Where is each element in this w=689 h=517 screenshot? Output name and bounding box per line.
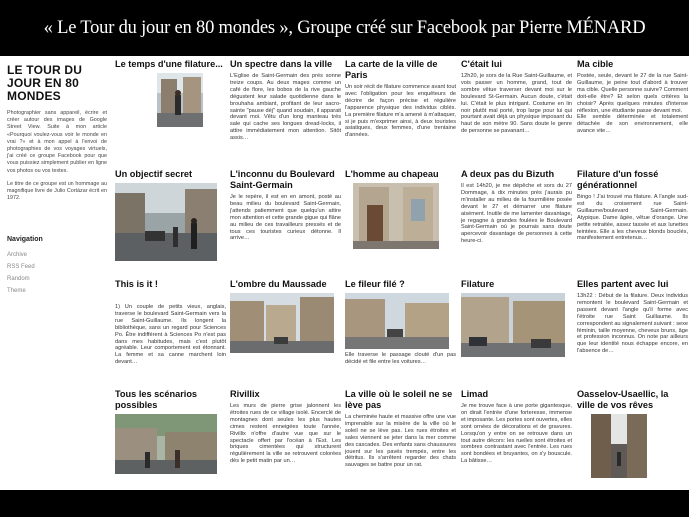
post-excerpt: La cheminée haute et massive offre une vue imprenable sur la misère de la ville où le soleil ne se lève pas. Les rues étroites et sales viennent se jeter dans la mer comme des cascades. Des enfants sans chaussures jouent sur les pavés trempés, entre les détritus. Ils s'arrêtent regarder des chats sauvages se battre pour un rat. — [345, 414, 456, 469]
sidebar-intro: Photographier sans appareil, écrire et créer autour des images de Google Street View. Suite à mon article «Pourquoi voulez-vous voir le monde en vrai ?» et à mon appel à l'envoi de photographies de vos voyages virtuels, j'ai créé ce groupe Facebook pour que vous puissiez simplement publier en ligne vos photos ou vos textes. — [7, 110, 107, 174]
post-excerpt: Les murs de pierre grise jalonnent les étroites rues de ce village isolé. Encerclé de montagnes dont seules les plus hautes cimes restent enneigées toute l'année, Rivillix n'offre d'autre vue que sur le spectacle offert par l'océan à l'Est. Les briques cimentées qui structurent régulièrement la ville se retrouvent colorées dès le petit matin par un… — [230, 403, 341, 465]
post-card[interactable] — [577, 389, 688, 490]
post-title[interactable]: Un spectre dans la ville — [230, 59, 333, 69]
post-title[interactable]: La ville où le soleil ne se lève pas — [345, 389, 453, 410]
post-card[interactable] — [230, 279, 341, 387]
post-card[interactable] — [230, 169, 341, 277]
post-title[interactable]: Rivillix — [230, 389, 260, 399]
post-title[interactable]: Un objectif secret — [115, 169, 193, 179]
post-title[interactable]: L'inconnu du Boulevard Saint-Germain — [230, 169, 335, 190]
site-title[interactable]: LE TOUR DU JOUR EN 80 MONDES — [7, 63, 83, 103]
post-card[interactable] — [115, 389, 226, 490]
nav-archive-link[interactable]: Archive — [7, 252, 28, 259]
street-view-photo[interactable] — [461, 293, 565, 357]
post-excerpt: 1) Un couple de petits vieux, anglais, traverse le boulevard Saint-Germain vers la rue Saint-Guillaume. Ils longent la bibliothèque, sans un regard pour Sciences Po. Être indifférent à Sciences Po n'est pas dans mes habitudes, mais c'est plutôt agréable. Leur comportement est étonnant. La femme et sa canne marchent loin devant… — [115, 304, 226, 366]
post-title[interactable]: A deux pas du Bizuth — [461, 169, 555, 179]
post-card[interactable] — [461, 389, 572, 490]
post-title[interactable]: Tous les scénarios possibles — [115, 389, 198, 410]
slide-title-banner — [0, 0, 689, 56]
post-excerpt: Je me trouve face à une porte gigantesque, on dirait l'entrée d'une forteresse, immense et imposante. Les portes sont ouvertes, elles sont ornées de décorations et de gravures. Lorsqu'on y entre on se retrouve dans un tout autre décors: les ruelles sont étroites et sombres contrastant avec l'entrée. Les rues sont bondées et bruyantes, on s'y bouscule. La bâtisse… — [461, 403, 572, 465]
tumblr-page — [0, 56, 689, 490]
post-excerpt: Postée, seule, devant le 27 de la rue Saint-Guillaume, je peine tout d'abord à trouver ma cible. Quelle personne suivre? Comment doit-elle être? Et selon quels critères la choisir? Après quelques minutes d'intense réflexion, une étudiante passe devant moi. Elle semble déterminée et totalement détachée de son environnement, elle avance vite… — [577, 73, 688, 135]
post-title[interactable]: Filature d'un fossé générationnel — [577, 169, 659, 190]
street-view-photo[interactable] — [157, 73, 203, 127]
post-title[interactable]: Elles partent avec lui — [577, 279, 669, 289]
post-excerpt: Il est 14h20, je me dépêche et sors du 27 Dommage, à dix minutes près j'aurais pu m'installer au milieu de la fourmilière posée devant le 27 et démarrer une filature aisément. Inutile de me lamenter davantage, je regagne à grandes foulées le Boulevard Saint-Germain où je pourrais sans doute apercevoir davantage de personnes à cette heure-ci. — [461, 183, 572, 245]
post-card[interactable] — [230, 389, 341, 490]
nav-rss-link[interactable]: RSS Feed — [7, 264, 35, 271]
post-title[interactable]: C'était lui — [461, 59, 502, 69]
sidebar-intro-tribute: Le titre de ce groupe est un hommage au magnifique livre de Julio Cortázar écrit en 1972. — [7, 180, 107, 202]
post-card[interactable] — [230, 59, 341, 167]
post-card[interactable] — [345, 169, 456, 277]
post-title[interactable]: L'homme au chapeau — [345, 169, 439, 179]
post-card[interactable] — [345, 389, 456, 490]
sidebar — [7, 64, 107, 297]
post-card[interactable] — [115, 279, 226, 387]
street-view-photo[interactable] — [230, 293, 334, 353]
post-card[interactable] — [115, 59, 226, 167]
street-view-photo[interactable] — [345, 293, 449, 349]
post-card[interactable] — [461, 169, 572, 277]
post-card[interactable] — [577, 59, 688, 167]
navigation-list — [7, 249, 107, 297]
street-view-photo[interactable] — [115, 414, 217, 474]
post-excerpt: Elle traverse le passage clouté d'un pas décidé et file entre les voitures… — [345, 352, 456, 365]
post-title[interactable]: Filature — [461, 279, 495, 289]
street-view-photo[interactable] — [115, 183, 217, 261]
post-card[interactable] — [461, 279, 572, 387]
nav-random-link[interactable]: Random — [7, 276, 30, 283]
post-card[interactable] — [461, 59, 572, 167]
post-excerpt: 12h20, je sors de la Rue Saint-Guillaume, et vois passer un homme, grand, tout de sombre vêtue traverser devant moi sur le boulevard St-Germain. Aucun doute, c'était lui. C'était le plus intrigant. Costume en lin noir plutôt mal porté, trop large pour lui qui pourtant avait déjà un physique imposant du haut de son mètre 90. Sans doute le genre de personne se pavanant… — [461, 73, 572, 135]
post-card[interactable] — [115, 169, 226, 277]
post-card[interactable] — [345, 59, 456, 167]
post-title[interactable]: Le temps d'une filature... — [115, 59, 223, 69]
post-title[interactable]: Oasselov-Usaellic, la ville de vos rêves — [577, 389, 669, 410]
post-excerpt: Je le repère, il est en en amont, posté au beau milieu du boulevard Saint-Germain, j'attends patiemment que quelqu'un attire mon attention et cette grande gigue qui flâne au milieu de ces travailleurs pressés et de tous ces touristes curieux détonne. Il arrive… — [230, 194, 341, 242]
street-view-photo[interactable] — [591, 414, 647, 478]
post-card[interactable] — [345, 279, 456, 387]
slide-bottom-bar — [0, 490, 689, 517]
post-excerpt: Un soir récit de filature commence avant tout avec l'obligation pour les enquêteurs de décrire de façon précise et régulière l'apparence physique des individus ciblés. La première filature m'a amené à m'attaquer, si je puis m'exprimer ainsi, à deux touristes asiatiques, deux femmes, d'une trentaine d'années. — [345, 84, 456, 139]
post-title[interactable]: L'ombre du Maussade — [230, 279, 327, 289]
post-title[interactable]: La carte de la ville de Paris — [345, 59, 438, 80]
post-excerpt: Bingo ! J'ai trouvé ma filature. A l'angle sud-est du croisement rue Saint-Guillaume/boulevard Saint-Germain. Atypique. Dame âgée, vêtue d'orange. Une petite retraitée, assez tassée et aux lunettes teintées. Elle a les cheveux blonds bouclés, manifestement entretenus… — [577, 194, 688, 242]
post-excerpt: 13h22 : Début de la filature. Deux individus remontent le boulevard Saint-Germain et passent devant l'angle qu'il forme avec l'étroite rue Saint Guillaume. Ils correspondent au signalement suivant : sexe féminin, taille moyenne, cheveux bruns, âge et profession inconnus. On note par ailleurs que leur identité nous échappe encore, en l'absence de… — [577, 293, 688, 355]
post-title[interactable]: Ma cible — [577, 59, 614, 69]
post-card[interactable] — [577, 169, 688, 277]
post-title[interactable]: Le fileur filé ? — [345, 279, 405, 289]
slide-title: « Le Tour du jour en 80 mondes », Groupe créé sur Facebook par Pierre MÉNARD — [43, 17, 646, 38]
post-card[interactable] — [577, 279, 688, 387]
post-title[interactable]: This is it ! — [115, 279, 158, 289]
post-excerpt: L'Eglise de Saint-Germain des prés sonne treize coups. Au deux mages comme un café de flore, les bobos de la rive gauche dégustent leur salade quotidienne dans le brouhaha ambiant, profitant de leur sacro-sainte "pause déj" quand soudain, il apparait devant moi. Vêtu d'un long manteau très sale qui cache ses longues dread-locks, il attire immédiatement mon attention. Sitôt assis… — [230, 73, 341, 142]
navigation-heading: Navigation — [7, 236, 43, 244]
posts-grid — [115, 59, 689, 490]
nav-theme-link[interactable]: Theme — [7, 288, 26, 295]
post-title[interactable]: Limad — [461, 389, 489, 399]
street-view-photo[interactable] — [353, 183, 439, 249]
